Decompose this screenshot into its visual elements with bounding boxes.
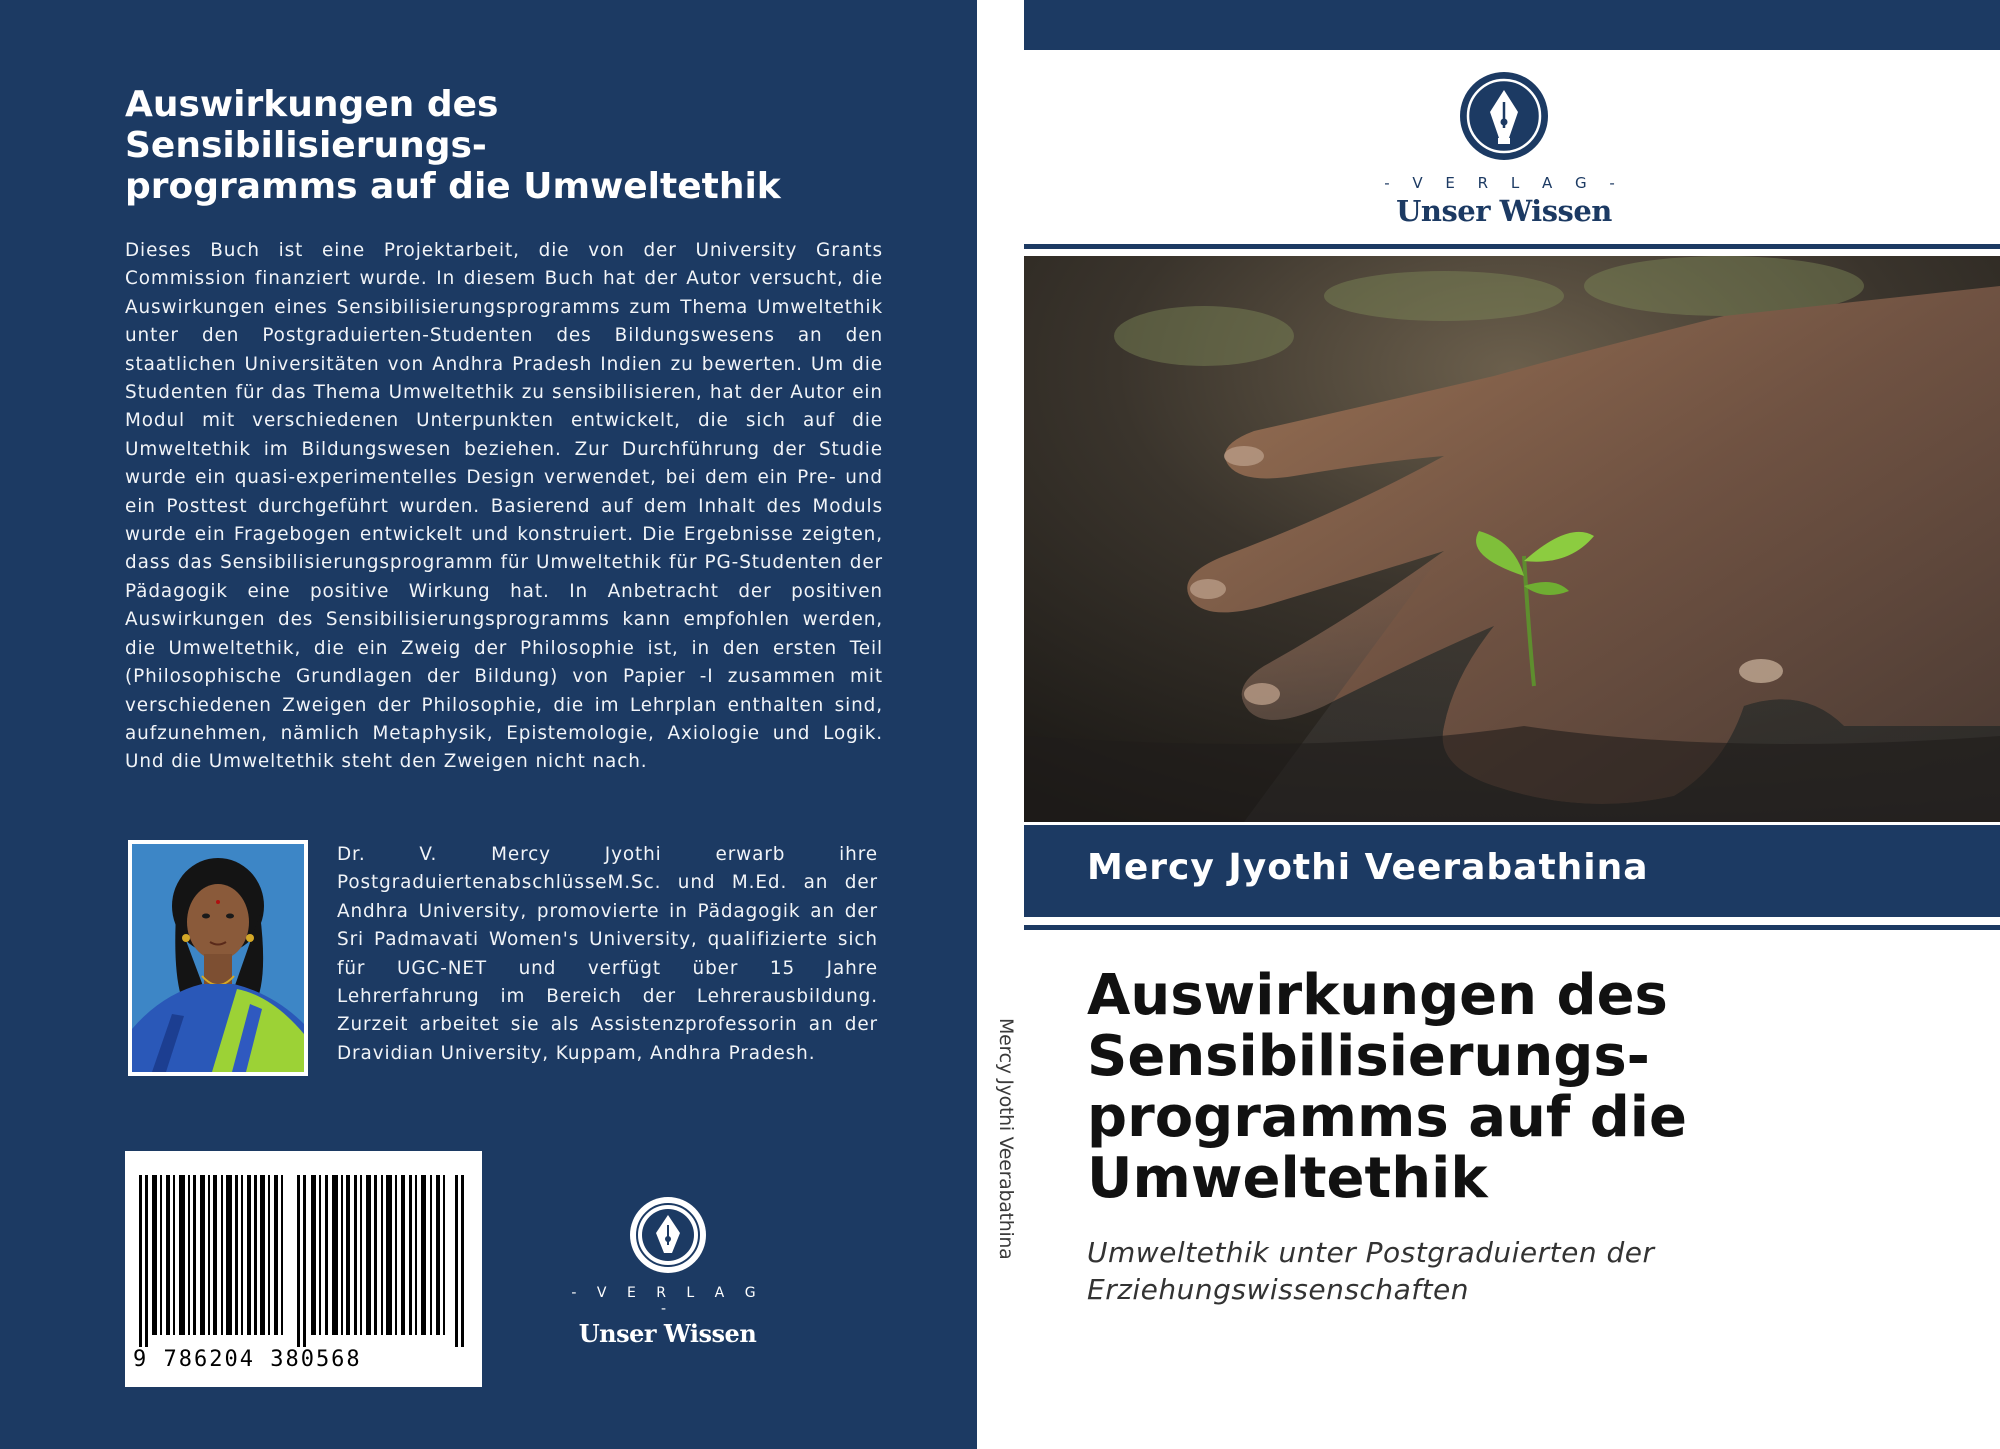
front-cover-title bbox=[1087, 965, 1967, 1209]
author-bio: Dr. V. Mercy Jyothi erwarb ihre PostgraduiertenabschlüsseM.Sc. und M.Ed. an der Andhra University, promovierte in Pädagogik an der Sri Padmavati Women's University, qualifizierte sich für UGC-NET und verfügt über 15 Jahre Lehrerfahrung im Bereich der Lehrerausbildung. Zurzeit arbeitet sie als Assistenzprofessorin an der Dravidian University, Kuppam, Andhra Pradesh. bbox=[337, 844, 878, 1064]
back-publisher-verlag: - V E R L A G - bbox=[571, 1285, 764, 1317]
book-blurb: Dieses Buch ist eine Projektarbeit, die von der University Grants Commission finanziert wurde. In diesem Buch hat der Autor versucht, die Auswirkungen eines Sensibilisierungsprogramms zum Thema Umweltethik unter den Postgraduierten-Studenten des Bildungswesens an den staatlichen Universitäten von Andhra Pradesh Indien zu bewerten. Um die Studenten für das Thema Umweltethik zu sensibilisieren, hat der Autor ein Modul mit verschiedenen Unterpunkten entwickelt, die sich auf die Umweltethik im Bildungswesen beziehen. Zur Durchführung der Studie wurde ein quasi-experimentelles Design verwendet, bei dem ein Pre- und ein Posttest durchgeführt wurden. Basierend auf dem Inhalt des Moduls wurde ein Fragebogen entwickelt und konstruiert. Die Ergebnisse zeigten, dass das Sensibilisierungsprogramm für Umweltethik für PG-Studenten der Pädagogik eine positive Wirkung hat. In Anbetracht der positiven Auswirkungen des Sensibilisierungsprogramms kann empfohlen werden, die Umweltethik, die ein Zweig der Philosophie ist, in den ersten Teil (Philosophische Grundlagen der Bildung) von Papier -I zusammen mit verschiedenen Zweigen der Philosophie, die im Lehrplan enthalten sind, aufzunehmen, nämlich Metaphysik, Epistemologie, Axiologie und Logik. Und die Umweltethik steht den Zweigen nicht nach. bbox=[125, 240, 883, 773]
front-publisher-logo bbox=[1379, 70, 1629, 228]
front-cover bbox=[1024, 0, 2000, 1449]
front-cover-subtitle bbox=[1087, 1234, 1967, 1308]
back-title-line: Sensibilisierungs- bbox=[125, 125, 487, 166]
front-divider-bottom bbox=[1024, 925, 2000, 930]
front-title-line: programms auf die bbox=[1087, 1085, 1687, 1150]
fountain-pen-nib-logo-icon bbox=[628, 1195, 708, 1275]
front-subtitle-line: Erziehungswissenschaften bbox=[1087, 1273, 1470, 1306]
front-divider-top bbox=[1024, 244, 2000, 249]
hand-with-seedling-photo bbox=[1024, 256, 2000, 822]
front-author-name: Mercy Jyothi Veerabathina bbox=[1087, 847, 1649, 888]
front-title-line: Auswirkungen des bbox=[1087, 963, 1668, 1028]
spine-author: Mercy Jyothi Veerabathina bbox=[995, 1018, 1017, 1260]
back-title-line: Auswirkungen des bbox=[125, 84, 499, 125]
front-top-band bbox=[1024, 0, 2000, 50]
back-publisher-name: Unser Wissen bbox=[578, 1319, 757, 1348]
fountain-pen-nib-logo-icon bbox=[1458, 70, 1550, 162]
isbn-barcode bbox=[125, 1151, 482, 1387]
isbn-digits: 9 786204 380568 bbox=[133, 1347, 362, 1372]
author-portrait-photo bbox=[128, 840, 308, 1076]
back-cover bbox=[0, 0, 977, 1449]
front-publisher-verlag: - V E R L A G - bbox=[1384, 174, 1624, 192]
front-publisher-name: Unser Wissen bbox=[1396, 194, 1612, 228]
front-subtitle-line: Umweltethik unter Postgraduierten der bbox=[1087, 1236, 1655, 1269]
front-author-band bbox=[1024, 825, 2000, 917]
back-cover-title bbox=[125, 84, 885, 207]
front-title-line: Sensibilisierungs- bbox=[1087, 1024, 1650, 1089]
back-title-line: programms auf die Umweltethik bbox=[125, 166, 781, 207]
barcode-graphic bbox=[139, 1175, 469, 1347]
front-title-line: Umweltethik bbox=[1087, 1146, 1488, 1211]
book-spine bbox=[977, 0, 1024, 1449]
back-publisher-logo bbox=[560, 1195, 775, 1348]
